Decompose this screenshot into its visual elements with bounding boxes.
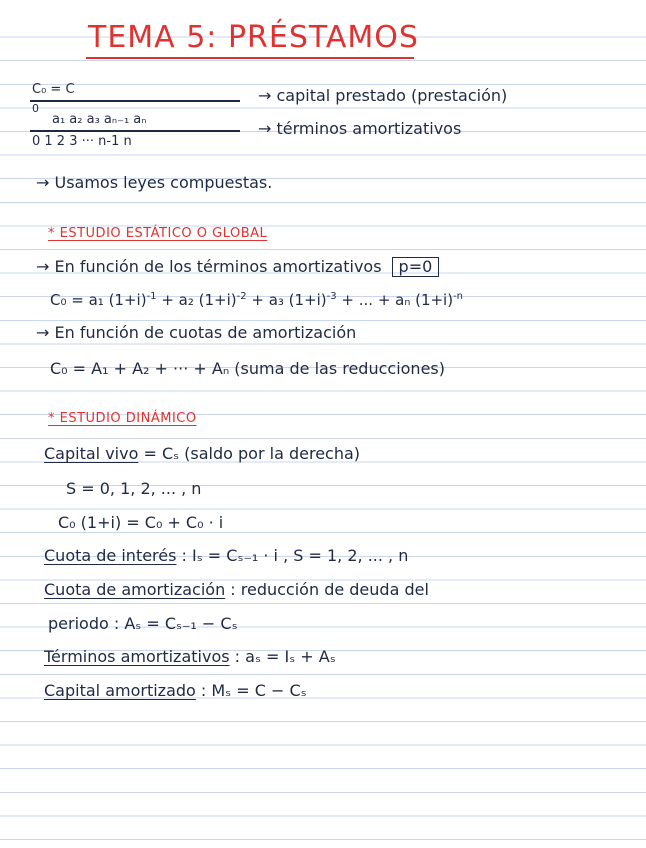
terminos-rest: : aₛ = Iₛ + Aₛ	[229, 647, 336, 666]
capital-amortizado-line	[44, 680, 307, 702]
formula-terms-d: + ... + aₙ (1+i)	[336, 291, 454, 309]
static-line-1-text: → En función de los términos amortizativos	[36, 257, 382, 276]
formula-exp-n: -n	[453, 291, 464, 302]
capital-vivo-rest: = Cₛ (saldo por la derecha)	[138, 444, 361, 463]
intro-line: → Usamos leyes compuestas.	[36, 173, 273, 192]
timeline-top-label: C₀ = C	[32, 82, 75, 97]
timeline-top-axis	[30, 100, 240, 102]
p-box: p=0	[392, 257, 440, 277]
terms-label: → términos amortizativos	[258, 119, 462, 138]
capital-amortizado-rest: : Mₛ = C − Cₛ	[195, 681, 307, 700]
title-underline	[86, 57, 414, 59]
cuota-amort-line	[44, 579, 429, 601]
timeline-top-tick: 0	[32, 102, 39, 115]
terminos-label: Términos amortizativos	[44, 647, 230, 666]
capital-label: → capital prestado (prestación)	[258, 86, 508, 105]
timeline-bottom-axis	[30, 130, 240, 132]
cuota-amort-continued: periodo : Aₛ = Cₛ₋₁ − Cₛ	[48, 614, 238, 633]
capital-amortizado-label: Capital amortizado	[44, 681, 196, 700]
formula-terms-c: + a₃ (1+i)	[246, 291, 327, 309]
formula-cuotas: C₀ = A₁ + A₂ + ··· + Aₙ (suma de las reducciones)	[50, 359, 445, 378]
page-title: TEMA 5: PRÉSTAMOS	[88, 20, 419, 55]
formula-terms-a: C₀ = a₁ (1+i)	[50, 291, 147, 309]
static-line-2: → En función de cuotas de amortización	[36, 323, 357, 342]
cuota-interes-label: Cuota de interés	[44, 546, 177, 565]
formula-exp-3: -3	[326, 291, 337, 302]
dynamic-section-heading: * ESTUDIO DINÁMICO	[48, 411, 197, 426]
timeline-periods: 0 1 2 3 ··· n-1 n	[32, 134, 132, 149]
formula-terms-b: + a₂ (1+i)	[156, 291, 237, 309]
cuota-interes-line	[44, 545, 408, 567]
terminos-line	[44, 646, 336, 668]
cuota-amort-label: Cuota de amortización	[44, 580, 226, 599]
formula-terms	[50, 286, 463, 311]
capital-vivo-label: Capital vivo	[44, 444, 139, 463]
timeline-payments: a₁ a₂ a₃ aₙ₋₁ aₙ	[52, 112, 147, 127]
formula-exp-1: -1	[146, 291, 157, 302]
s-values-line: S = 0, 1, 2, ... , n	[66, 479, 202, 498]
formula-exp-2: -2	[236, 291, 247, 302]
static-line-1	[36, 256, 439, 278]
static-section-heading: * ESTUDIO ESTÁTICO O GLOBAL	[48, 226, 268, 241]
cuota-interes-rest: : Iₛ = Cₛ₋₁ · i , S = 1, 2, ... , n	[176, 546, 409, 565]
capital-vivo-line	[44, 443, 360, 465]
cuota-amort-rest: : reducción de deuda del	[225, 580, 429, 599]
growth-line: C₀ (1+i) = C₀ + C₀ · i	[58, 513, 224, 532]
